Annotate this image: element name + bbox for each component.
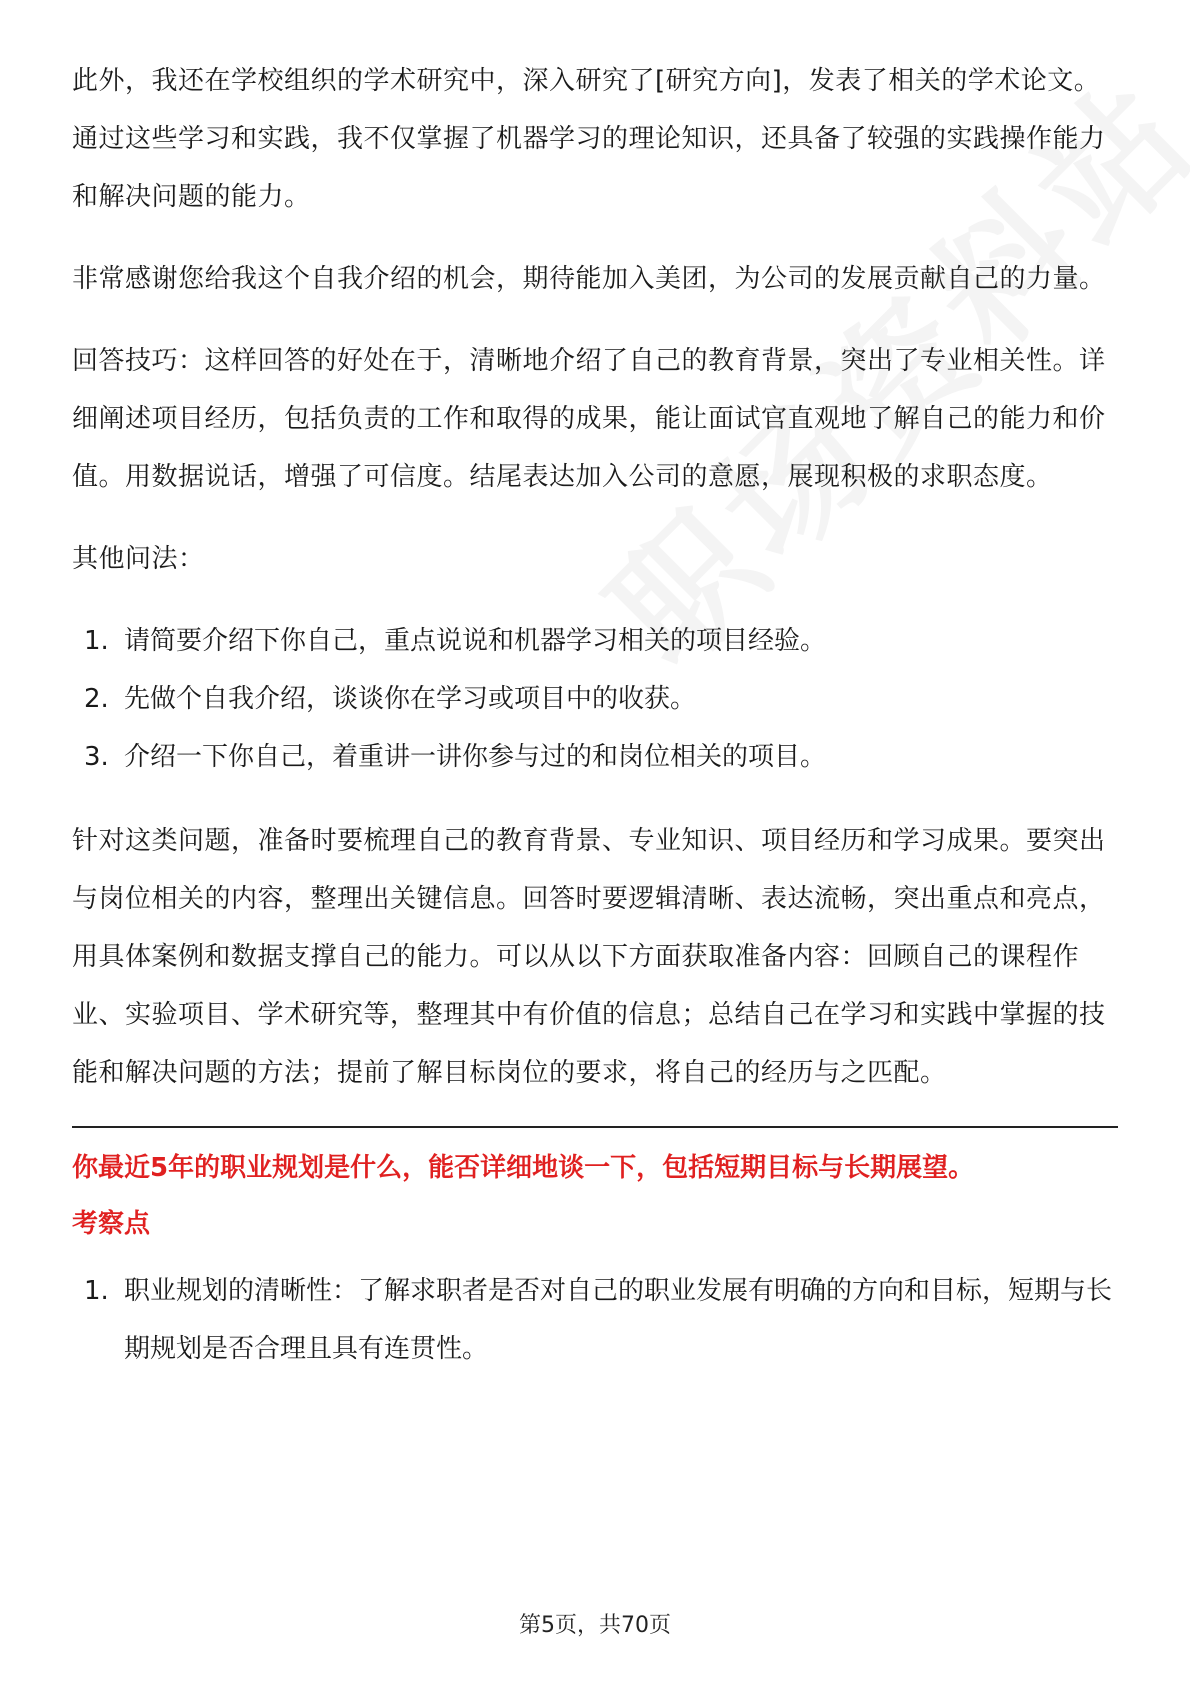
list-item-text: 介绍一下你自己，着重讲一讲你参与过的和岗位相关的项目。 <box>124 742 827 772</box>
list-item-text: 职业规划的清晰性：了解求职者是否对自己的职业发展有明确的方向和目标，短期与长期规划是否合理且具有连贯性。 <box>124 1276 1113 1364</box>
paragraph-thanks: 非常感谢您给我这个自我介绍的机会，期待能加入美团，为公司的发展贡献自己的力量。 <box>72 264 1106 294</box>
paragraph-other-questions-label: 其他问法： <box>72 544 205 574</box>
question-title: 你最近5年的职业规划是什么，能否详细地谈一下，包括短期目标与长期展望。 <box>72 1153 975 1183</box>
list-item-text: 先做个自我介绍，谈谈你在学习或项目中的收获。 <box>124 684 697 714</box>
paragraph-preparation-advice: 针对这类问题，准备时要梳理自己的教育背景、专业知识、项目经历和学习成果。要突出与岗位相关的内容，整理出关键信息。回答时要逻辑清晰、表达流畅，突出重点和亮点，用具体案例和数据支撑自己的能力。可以从以下方面获取准备内容：回顾自己的课程作业、实验项目、学术研究等，整理其中有价值的信息；总结自己在学习和实践中掌握的技能和解决问题的方法；提前了解目标岗位的要求，将自己的经历与之匹配。 <box>72 826 1106 1088</box>
list-item <box>72 670 1118 728</box>
document-page <box>72 52 1118 1404</box>
other-questions-list <box>72 612 1118 786</box>
paragraph-answer-tips: 回答技巧：这样回答的好处在于，清晰地介绍了自己的教育背景，突出了专业相关性。详细阐述项目经历，包括负责的工作和取得的成果，能让面试官直观地了解自己的能力和价值。用数据说话，增强了可信度。结尾表达加入公司的意愿，展现积极的求职态度。 <box>72 346 1106 492</box>
list-item <box>72 612 1118 670</box>
paragraph-research: 此外，我还在学校组织的学术研究中，深入研究了[研究方向]，发表了相关的学术论文。通过这些学习和实践，我不仅掌握了机器学习的理论知识，还具备了较强的实践操作能力和解决问题的能力。 <box>72 66 1106 212</box>
page-footer: 第5页，共70页 <box>519 1613 671 1638</box>
list-item <box>72 728 1118 786</box>
key-points-list <box>72 1262 1118 1378</box>
list-number: 1. <box>84 626 109 656</box>
list-item <box>72 1262 1118 1378</box>
section-divider <box>72 1126 1118 1128</box>
section-label: 考察点 <box>72 1209 151 1239</box>
list-number: 2. <box>84 684 109 714</box>
list-number: 3. <box>84 742 109 772</box>
list-item-text: 请简要介绍下你自己，重点说说和机器学习相关的项目经验。 <box>124 626 827 656</box>
list-number: 1. <box>84 1276 109 1306</box>
